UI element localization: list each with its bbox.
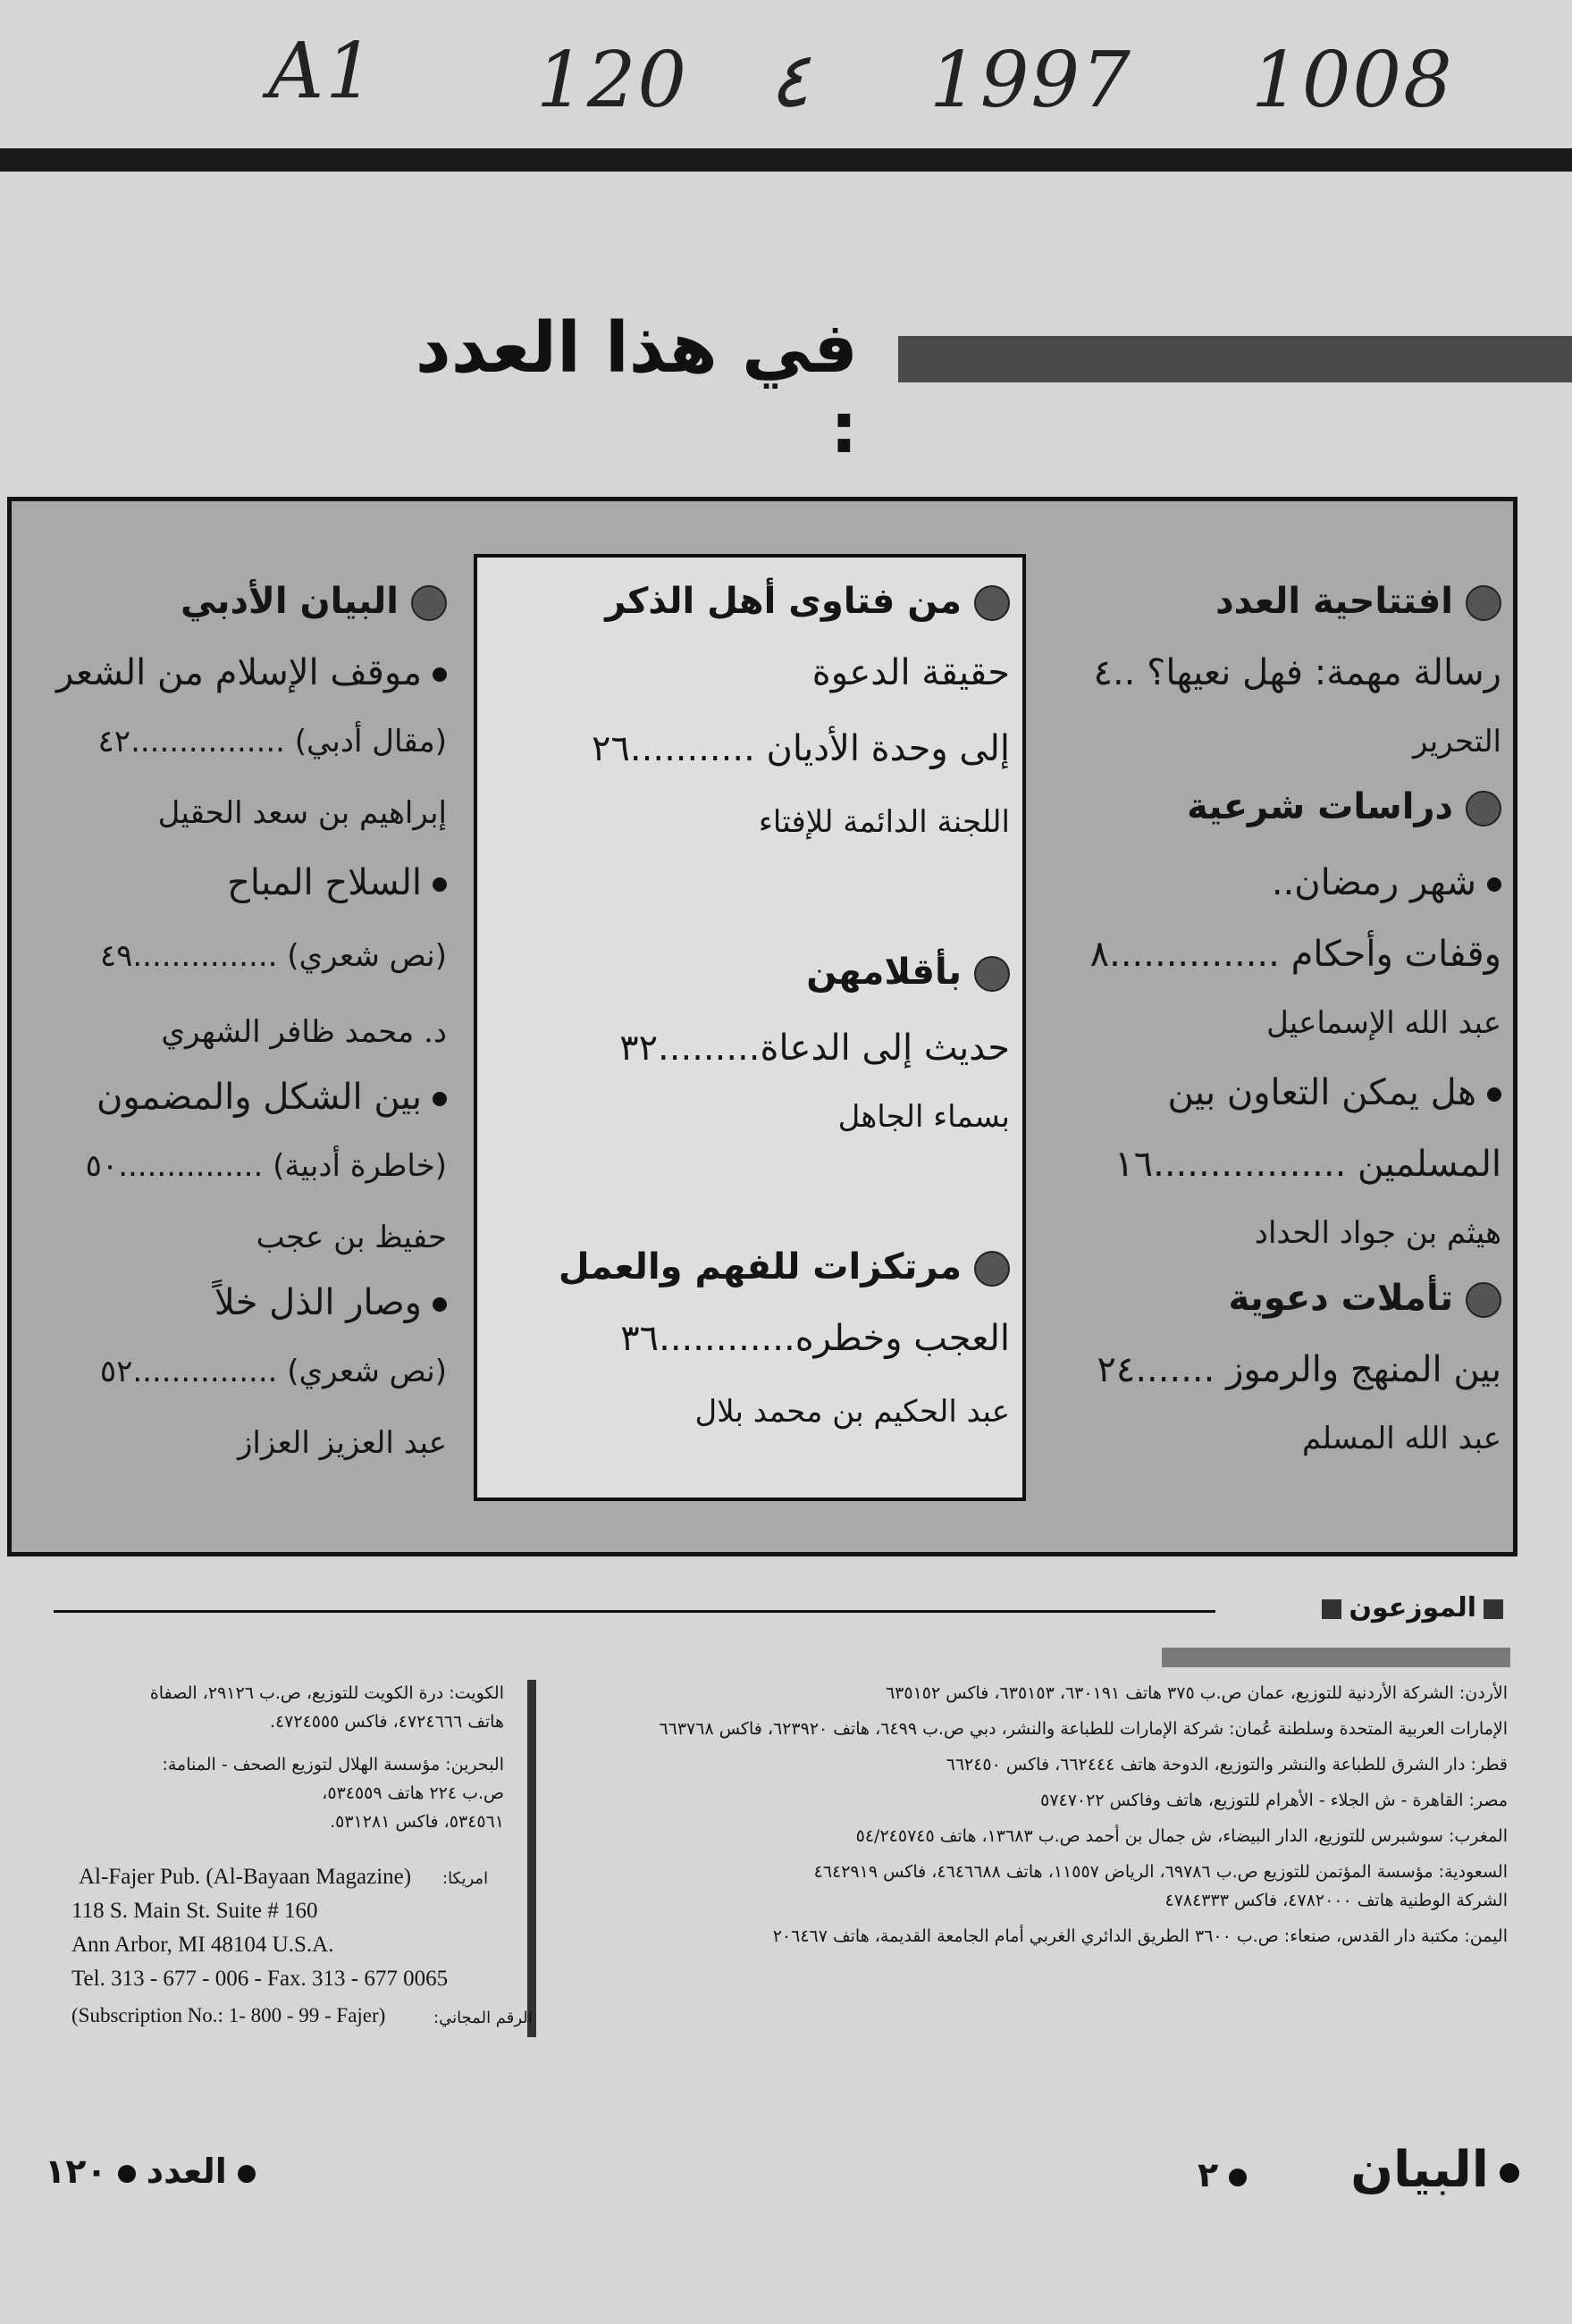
author: التحرير	[1413, 724, 1501, 759]
bullet-icon	[1466, 585, 1501, 621]
toc-entry[interactable]: رسالة مهمة: فهل نعيها؟ ..٤	[1093, 652, 1501, 693]
bullet-icon	[1500, 2163, 1519, 2183]
bullet-icon	[1487, 877, 1501, 892]
section-heading[interactable]: مرتكزات للفهم والعمل	[559, 1246, 1010, 1288]
square-icon	[1484, 1599, 1503, 1619]
distributors-bar	[1162, 1648, 1510, 1667]
left-column	[18, 563, 447, 1546]
author: د. محمد ظافر الشهري	[161, 1014, 447, 1050]
toc-entry-cont[interactable]: المسلمين .................١٦	[1114, 1144, 1501, 1185]
toc-entry[interactable]: موقف الإسلام من الشعر	[56, 652, 447, 693]
toc-entry-cont[interactable]: (نص شعري) ...............٥٢	[99, 1354, 447, 1389]
distributor-kuwait-2: هاتف ٤٧٢٤٦٦٦، فاكس ٤٧٢٤٥٥٥.	[269, 1712, 504, 1732]
bullet-icon	[1466, 791, 1501, 826]
toc-entry[interactable]: العجب وخطره............٣٦	[620, 1318, 1010, 1359]
vertical-divider	[527, 1680, 536, 2037]
bullet-icon	[118, 2165, 136, 2183]
distributor-bahrain: البحرين: مؤسسة الهلال لتوزيع الصحف - المنامة:	[162, 1755, 504, 1774]
author: بسماء الجاهل	[837, 1099, 1010, 1135]
handwritten-year: 1997	[929, 36, 1132, 125]
page-title: في هذا العدد :	[415, 308, 858, 469]
toc-entry[interactable]: شهر رمضان..	[1272, 862, 1501, 903]
free-number-label: الرقم المجاني:	[433, 2009, 533, 2027]
author: عبد العزيز العزاز	[237, 1425, 447, 1461]
handwritten-mark: A1	[268, 27, 376, 116]
distributor-uae: الإمارات العربية المتحدة وسلطنة عُمان: شركة الإمارات للطباعة والنشر، دبي ص.ب ٦٤٩٩، هاتف ٦٢٣٩٢٠، فاكس ٦٦٣٧٦٨	[659, 1719, 1508, 1739]
distributor-egypt: مصر: القاهرة - ش الجلاء - الأهرام للتوزيع، هاتف وفاكس ٥٧٤٧٠٢٢	[1040, 1791, 1508, 1810]
bullet-icon	[411, 585, 447, 621]
section-heading[interactable]: تأملات دعوية	[1228, 1278, 1501, 1319]
toc-entry[interactable]: بين المنهج والرموز .......٢٤	[1097, 1349, 1501, 1390]
toc-entry-cont[interactable]: إلى وحدة الأديان ...........٢٦	[591, 728, 1010, 769]
magazine-logo: البيان	[1233, 2141, 1519, 2199]
toc-entry[interactable]: حديث إلى الدعاة.........٣٢	[619, 1028, 1010, 1069]
bullet-icon	[1487, 1087, 1501, 1102]
divider	[54, 1610, 1215, 1613]
bullet-icon	[238, 2165, 256, 2183]
right-column	[1055, 563, 1501, 1546]
section-heading[interactable]: بأقلامهن	[806, 952, 1010, 993]
bullet-icon	[433, 1297, 447, 1312]
toc-entry[interactable]: السلاح المباح	[227, 862, 447, 903]
issue-label: العدد١٢٠	[45, 2152, 256, 2191]
bullet-icon	[974, 1251, 1010, 1287]
america-label: امريكا:	[442, 1869, 489, 1888]
author: اللجنة الدائمة للإفتاء	[758, 804, 1010, 840]
center-column	[500, 563, 1010, 1492]
distributors-heading: الموزعون	[1242, 1592, 1510, 1623]
section-heading[interactable]: افتتاحية العدد	[1215, 581, 1501, 622]
distributor-yemen: اليمن: مكتبة دار القدس، صنعاء: ص.ب ٣٦٠٠ الطريق الدائري الغربي أمام الجامعة القديمة، هاتف ٢٠٦٤٦٧	[772, 1926, 1508, 1946]
toc-entry[interactable]: هل يمكن التعاون بين	[1167, 1072, 1501, 1113]
section-heading[interactable]: من فتاوى أهل الذكر	[605, 581, 1010, 622]
toc-entry[interactable]: بين الشكل والمضمون	[97, 1077, 447, 1118]
toc-entry[interactable]: حقيقة الدعوة	[811, 652, 1010, 693]
distributor-kuwait: الكويت: درة الكويت للتوزيع، ص.ب ٢٩١٢٦، الصفاة	[149, 1683, 504, 1703]
toc-entry-cont[interactable]: (نص شعري) ...............٤٩	[99, 938, 447, 974]
handwritten-issue: 120	[536, 36, 689, 125]
square-icon	[1322, 1599, 1341, 1619]
usa-address-2: 118 S. Main St. Suite # 160	[71, 1899, 318, 1923]
section-heading[interactable]: البيان الأدبي	[181, 581, 447, 622]
distributor-jordan: الأردن: الشركة الأردنية للتوزيع، عمان ص.ب ٣٧٥ هاتف ٦٣٠١٩١، ٦٣٥١٥٣، فاكس ٦٣٥١٥٢	[885, 1683, 1508, 1703]
subscription-number: (Subscription No.: 1- 800 - 99 - Fajer)	[71, 2004, 386, 2026]
handwritten-number: 1008	[1251, 36, 1454, 125]
bullet-icon	[974, 956, 1010, 992]
toc-entry-cont[interactable]: وقفات وأحكام ...............٨	[1089, 934, 1501, 975]
distributor-qatar: قطر: دار الشرق للطباعة والنشر والتوزيع، الدوحة هاتف ٦٦٢٤٤٤، فاكس ٦٦٢٤٥٠	[946, 1755, 1508, 1774]
toc-entry[interactable]: وصار الذل خلاً	[214, 1282, 447, 1323]
top-rule	[0, 148, 1572, 172]
distributor-bahrain-2: ص.ب ٢٢٤ هاتف ٥٣٤٥٥٩،	[322, 1783, 504, 1803]
handwritten-month: ٤	[769, 36, 811, 125]
distributor-saudi-2: الشركة الوطنية هاتف ٤٧٨٢٠٠٠، فاكس ٤٧٨٤٣٣٣	[1164, 1891, 1508, 1910]
author: عبد الله المسلم	[1302, 1421, 1501, 1456]
distributor-bahrain-3: ٥٣٤٥٦١، فاكس ٥٣١٢٨١.	[330, 1812, 504, 1832]
usa-address-1: Al-Fajer Pub. (Al-Bayaan Magazine)	[79, 1865, 412, 1889]
bullet-icon	[974, 585, 1010, 621]
bullet-icon	[433, 877, 447, 892]
author: عبد الله الإسماعيل	[1266, 1005, 1501, 1041]
toc-entry-cont[interactable]: (مقال أدبي) ................٤٢	[97, 724, 447, 759]
usa-phone: Tel. 313 - 677 - 006 - Fax. 313 - 677 0065	[71, 1967, 449, 1991]
section-heading[interactable]: دراسات شرعية	[1187, 786, 1501, 827]
author: عبد الحكيم بن محمد بلال	[694, 1394, 1010, 1430]
distributor-saudi: السعودية: مؤسسة المؤتمن للتوزيع ص.ب ٦٩٧٨٦، الرياض ١١٥٥٧، هاتف ٤٦٤٦٦٨٨، فاكس ٤٦٤٢٩١٩	[813, 1862, 1508, 1882]
page-number: ٢	[1198, 2155, 1247, 2194]
author: حفيظ بن عجب	[256, 1220, 447, 1255]
bullet-icon	[1229, 2169, 1247, 2186]
author: إبراهيم بن سعد الحقيل	[157, 795, 447, 831]
toc-entry-cont[interactable]: (خاطرة أدبية) ...............٥٠	[85, 1148, 447, 1184]
bullet-icon	[433, 667, 447, 682]
author: هيثم بن جواد الحداد	[1254, 1215, 1501, 1251]
bullet-icon	[433, 1092, 447, 1106]
bullet-icon	[1466, 1282, 1501, 1318]
usa-address-3: Ann Arbor, MI 48104 U.S.A.	[71, 1933, 334, 1957]
title-bar	[898, 336, 1572, 382]
distributor-morocco: المغرب: سوشبرس للتوزيع، الدار البيضاء، ش جمال بن أحمد ص.ب ١٣٦٨٣، هاتف ٥٤/٢٤٥٧٤٥	[855, 1826, 1508, 1846]
